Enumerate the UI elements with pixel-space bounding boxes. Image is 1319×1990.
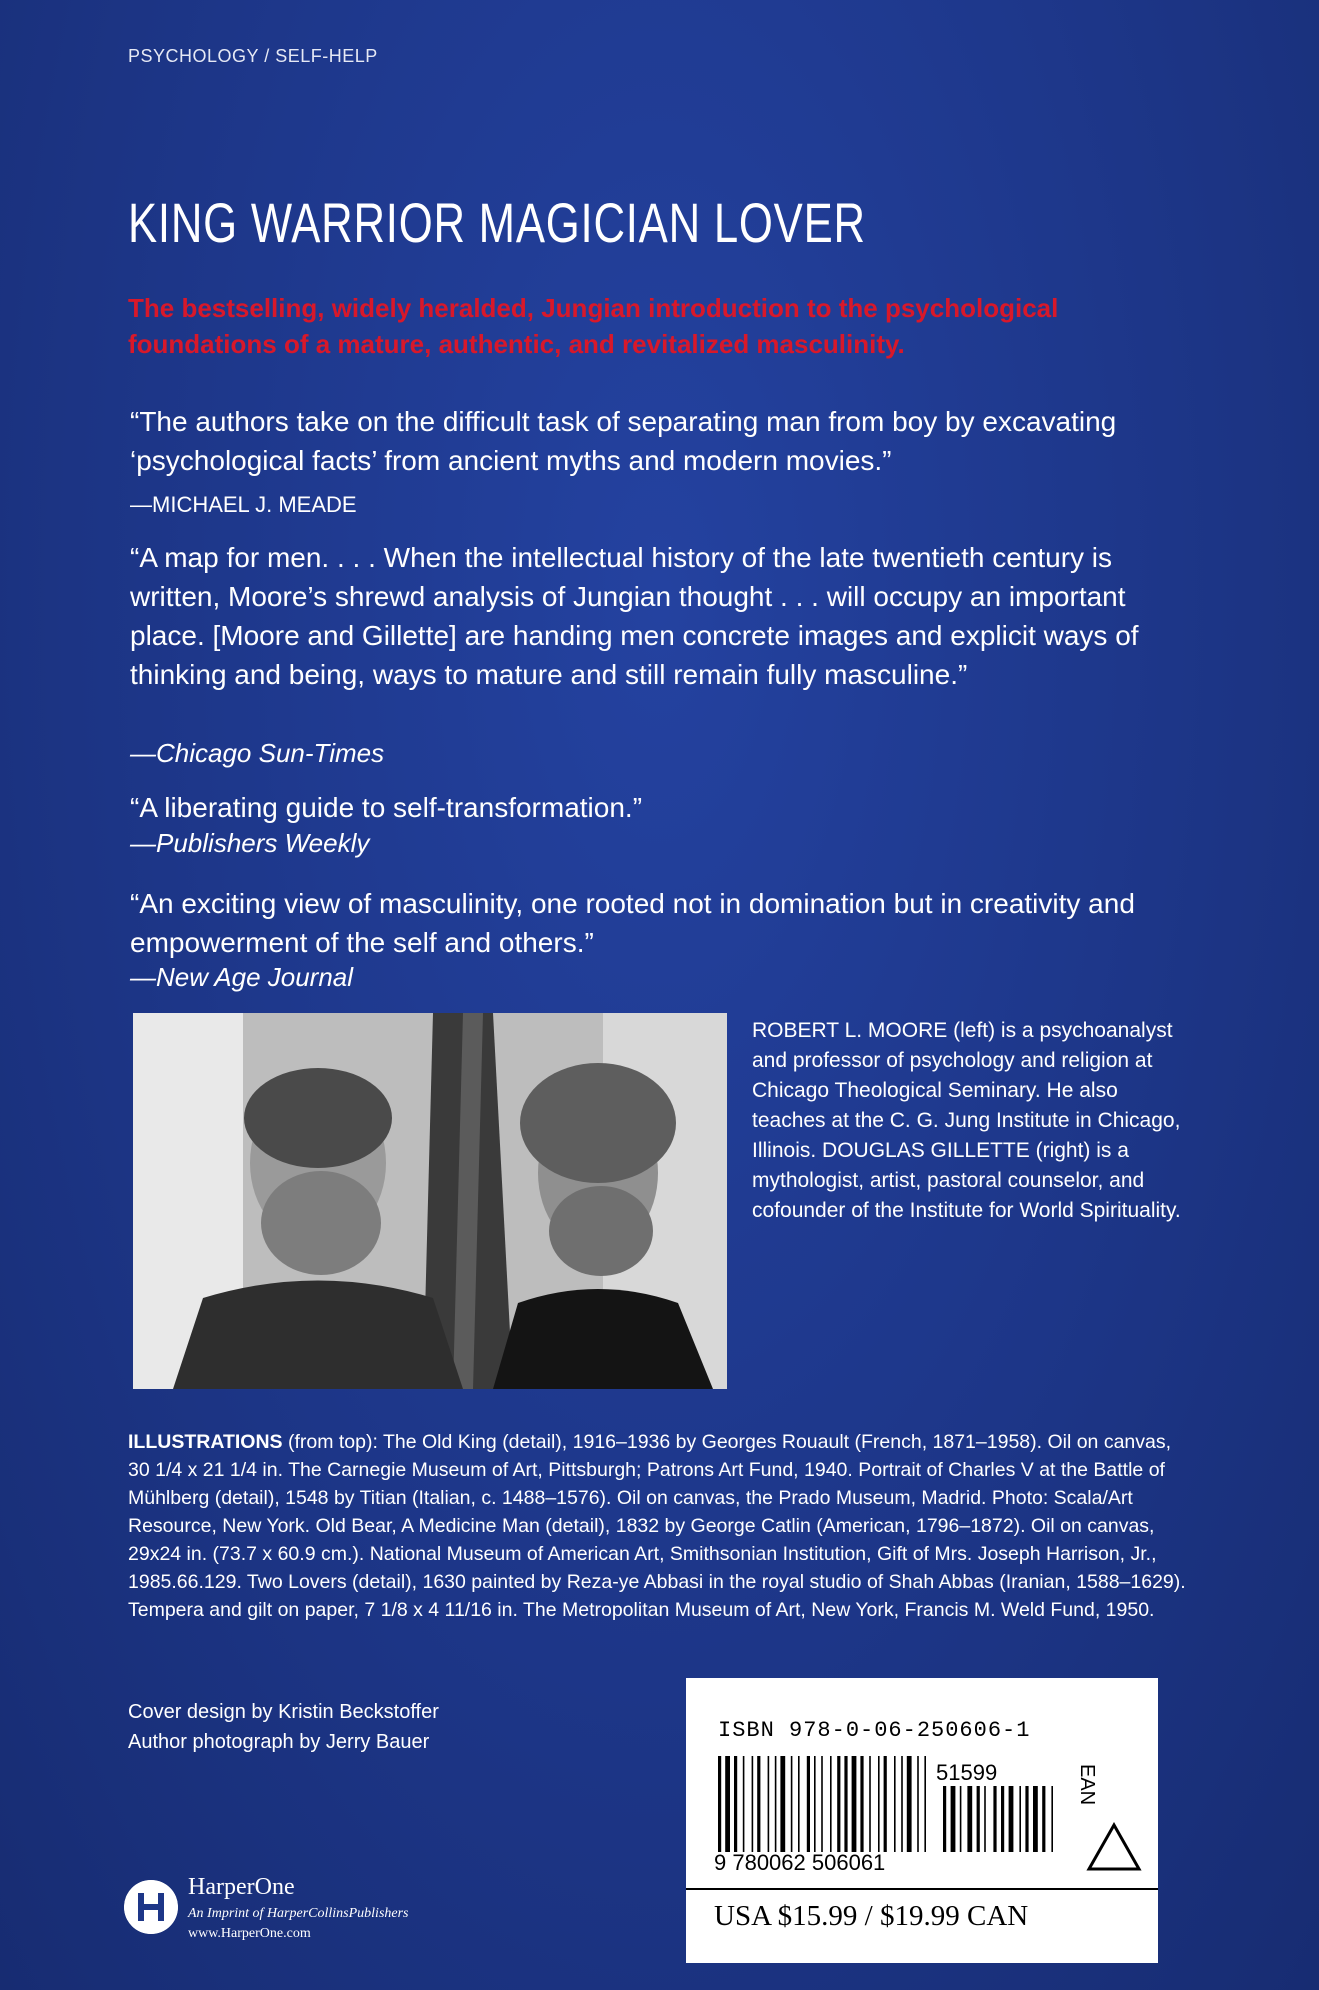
price-divider bbox=[686, 1888, 1158, 1890]
author-bio: ROBERT L. MOORE (left) is a psychoanalyst and professor of psychology and religion at Chicago Theological Seminary. He also teaches at the C. G. Jung Institute in Chicago, Illinois. DOUGLAS GILLETTE (right) is a mythologist, artist, pastoral counselor, and cofounder of the Institute for World Spirituality. bbox=[752, 1019, 1181, 1222]
quote-4-source: —New Age Journal bbox=[130, 962, 354, 992]
publisher-url: www.HarperOne.com bbox=[188, 1926, 311, 1941]
publisher-name: HarperOne bbox=[188, 1874, 295, 1900]
barcode-digits: 9 780062 506061 bbox=[714, 1850, 886, 1875]
ean-label: EAN bbox=[1076, 1764, 1098, 1806]
barcode-box bbox=[686, 1678, 1158, 1963]
quote-2: “A map for men. . . . When the intellectual history of the late twentieth century is written, Moore’s shrewd analysis of Jungian thought . . . will occupy an important place. [Moore and Gillette] are handing men concrete images and explicit ways of thinking and being, ways to mature and still remain fully masculine.” bbox=[130, 542, 1139, 690]
photo-credit: Author photograph by Jerry Bauer bbox=[128, 1731, 430, 1753]
isbn-number: ISBN 978-0-06-250606-1 bbox=[718, 1718, 1031, 1743]
quote-2-source: —Chicago Sun-Times bbox=[130, 738, 385, 768]
illustrations-text: (from top): The Old King (detail), 1916–1936 by Georges Rouault (French, 1871–1958). Oil on canvas, 30 1/4 x 21 1/4 in. The Carnegie Museum of Art, Pittsburgh; Patrons Art Fund, 1940. Portrait of Charles V at the Battle of Mühlberg (detail), 1548 by Titian (Italian, c. 1488–1576). Oil on canvas, the Prado Museum, Madrid. Photo: Scala/Art Resource, New York. Old Bear, A Medicine Man (detail), 1832 by George Catlin (American, 1796–1872). Oil on canvas, 29x24 in. (73.7 x 60.9 cm.). National Museum of American Art, Smithsonian Institution, Gift of Mrs. Joseph Harrison, Jr., 1985.66.129. Two Lovers (detail), 1630 painted by Reza-ye Abbasi in the royal studio of Shah Abbas (Iranian, 1588–1629). Tempera and gilt on paper, 7 1/8 x 4 11/16 in. The Metropolitan Museum of Art, New York, Francis M. Weld Fund, 1950. bbox=[128, 1431, 1186, 1621]
author-photo-art bbox=[133, 1013, 727, 1389]
quote-2-attribution bbox=[130, 736, 384, 770]
quote-3-attribution bbox=[130, 826, 369, 860]
book-title: KING WARRIOR MAGICIAN LOVER bbox=[128, 191, 866, 254]
price-code: 51599 bbox=[932, 1760, 1001, 1786]
design-credits bbox=[128, 1697, 439, 1757]
illustrations-label: ILLUSTRATIONS bbox=[128, 1431, 283, 1453]
price-label: USA $15.99 / $19.99 CAN bbox=[714, 1900, 1029, 1932]
quote-1: “The authors take on the difficult task of separating man from boy by excavating ‘psychological facts’ from ancient myths and modern movies.” bbox=[130, 406, 1117, 476]
quote-1-attribution: —MICHAEL J. MEADE bbox=[130, 492, 357, 517]
quote-3-source: —Publishers Weekly bbox=[130, 828, 370, 858]
illustrations-credits bbox=[128, 1428, 1188, 1624]
publisher-imprint: An Imprint of HarperCollinsPublishers bbox=[188, 1906, 409, 1921]
category-label: PSYCHOLOGY / SELF-HELP bbox=[128, 46, 378, 66]
quote-4: “An exciting view of masculinity, one rooted not in domination but in creativity and empowerment of the self and others.” bbox=[130, 888, 1135, 958]
triangle-icon bbox=[1086, 1822, 1142, 1872]
quote-4-attribution bbox=[130, 960, 353, 994]
publisher-block bbox=[124, 1874, 524, 1954]
cover-design-credit: Cover design by Kristin Beckstoffer bbox=[128, 1701, 439, 1723]
barcode-icon bbox=[718, 1756, 1058, 1852]
harperone-logo-icon bbox=[124, 1880, 178, 1934]
author-photo bbox=[133, 1013, 727, 1389]
tagline: The bestselling, widely heralded, Jungian introduction to the psychological foundations of a mature, authentic, and revitalized masculinity. bbox=[128, 293, 1059, 359]
quote-3: “A liberating guide to self-transformation.” bbox=[130, 792, 643, 823]
